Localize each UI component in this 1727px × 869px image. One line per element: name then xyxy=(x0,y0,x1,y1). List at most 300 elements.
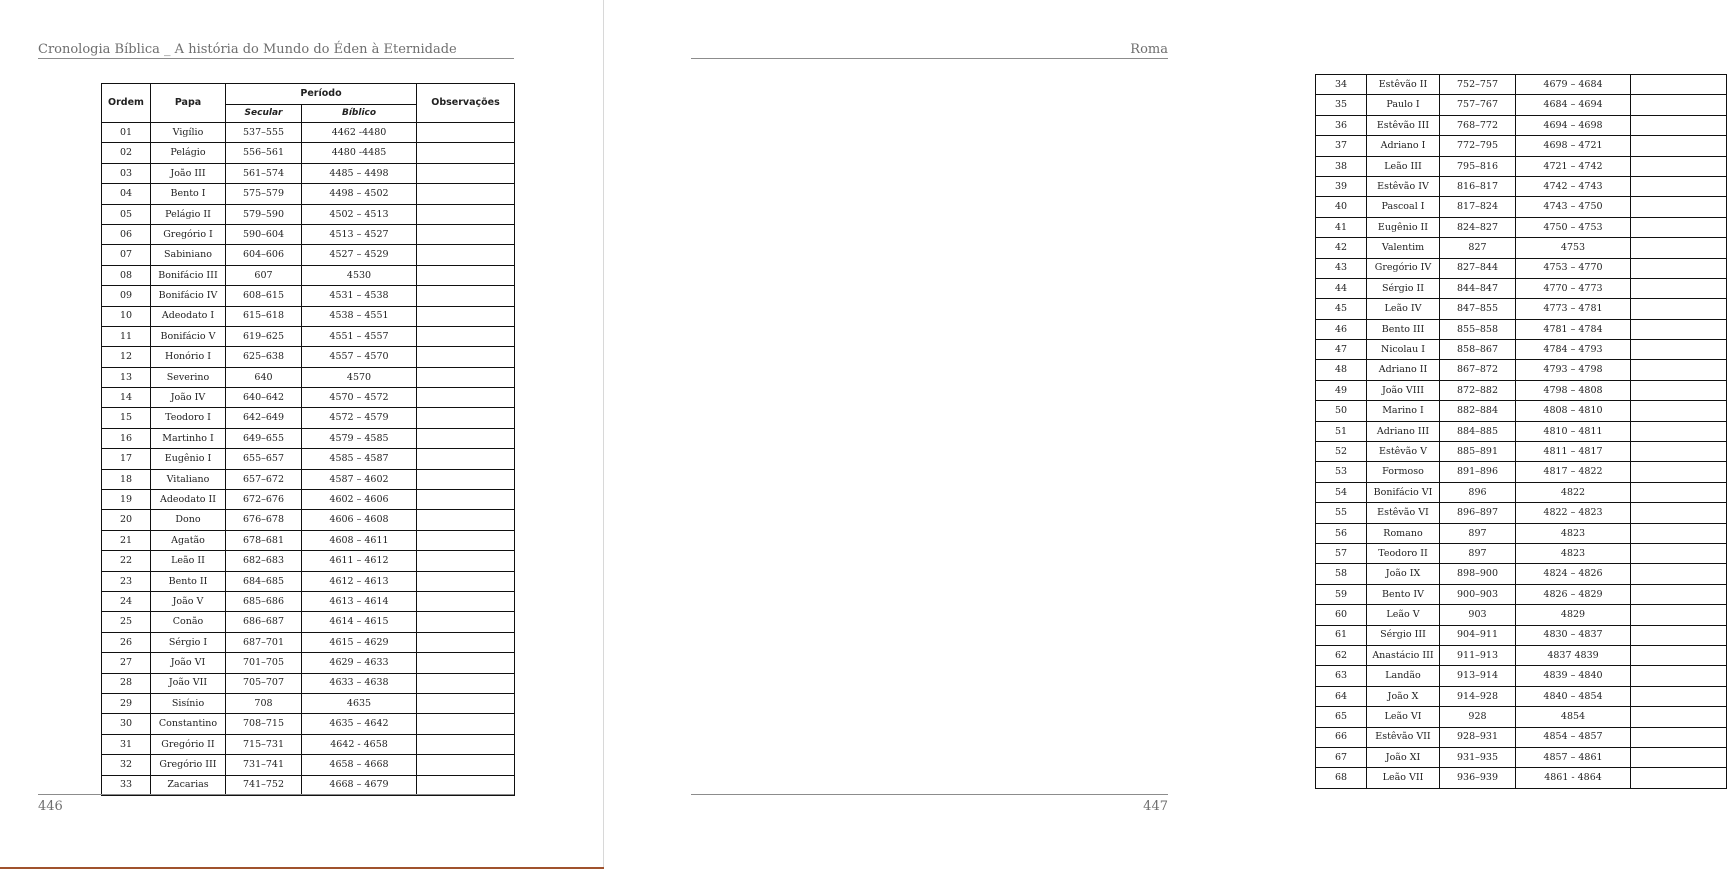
cell-papa: Vigílio xyxy=(151,123,226,143)
cell-observacoes xyxy=(417,388,515,408)
cell-biblico: 4829 xyxy=(1516,605,1631,625)
table-row xyxy=(1316,136,1727,156)
cell-papa: João X xyxy=(1367,686,1440,706)
table-row xyxy=(102,612,515,632)
cell-papa: Pascoal I xyxy=(1367,197,1440,217)
cell-observacoes xyxy=(417,530,515,550)
cell-papa: Leão IV xyxy=(1367,299,1440,319)
cell-ordem: 35 xyxy=(1316,95,1367,115)
cell-papa: Romano xyxy=(1367,523,1440,543)
table-row xyxy=(1316,421,1727,441)
cell-observacoes xyxy=(417,734,515,754)
cell-ordem: 68 xyxy=(1316,768,1367,788)
cell-secular: 824–827 xyxy=(1440,217,1516,237)
cell-secular: 931–935 xyxy=(1440,747,1516,767)
cell-biblico: 4462 -4480 xyxy=(302,123,417,143)
footer-rule xyxy=(691,794,1168,795)
table-row xyxy=(102,693,515,713)
cell-biblico: 4750 – 4753 xyxy=(1516,217,1631,237)
cell-secular: 741–752 xyxy=(226,775,302,795)
cell-observacoes xyxy=(1631,360,1727,380)
cell-secular: 731–741 xyxy=(226,755,302,775)
table-row xyxy=(102,551,515,571)
cell-papa: Adriano I xyxy=(1367,136,1440,156)
cell-observacoes xyxy=(1631,747,1727,767)
table-row xyxy=(102,143,515,163)
cell-observacoes xyxy=(417,490,515,510)
table-row xyxy=(102,510,515,530)
cell-observacoes xyxy=(1631,136,1727,156)
table-row xyxy=(1316,197,1727,217)
cell-biblico: 4606 – 4608 xyxy=(302,510,417,530)
page-number: 447 xyxy=(1143,799,1168,814)
cell-biblico: 4784 – 4793 xyxy=(1516,340,1631,360)
cell-secular: 827 xyxy=(1440,238,1516,258)
cell-ordem: 34 xyxy=(1316,75,1367,95)
table-row xyxy=(102,469,515,489)
cell-biblico: 4612 – 4613 xyxy=(302,571,417,591)
cell-biblico: 4811 – 4817 xyxy=(1516,442,1631,462)
cell-ordem: 67 xyxy=(1316,747,1367,767)
cell-ordem: 29 xyxy=(102,693,151,713)
table-row xyxy=(1316,727,1727,747)
table-row xyxy=(1316,584,1727,604)
cell-secular: 885–891 xyxy=(1440,442,1516,462)
cell-biblico: 4557 – 4570 xyxy=(302,347,417,367)
cell-papa: Leão III xyxy=(1367,156,1440,176)
cell-biblico: 4793 – 4798 xyxy=(1516,360,1631,380)
cell-papa: Estêvão V xyxy=(1367,442,1440,462)
cell-ordem: 12 xyxy=(102,347,151,367)
cell-secular: 608–615 xyxy=(226,286,302,306)
table-row xyxy=(102,449,515,469)
cell-observacoes xyxy=(417,571,515,591)
cell-biblico: 4551 – 4557 xyxy=(302,326,417,346)
table-row xyxy=(1316,278,1727,298)
cell-biblico: 4798 – 4808 xyxy=(1516,380,1631,400)
cell-papa: Pelágio II xyxy=(151,204,226,224)
cell-observacoes xyxy=(1631,543,1727,563)
cell-papa: Dono xyxy=(151,510,226,530)
cell-secular: 772–795 xyxy=(1440,136,1516,156)
table-row xyxy=(102,653,515,673)
cell-ordem: 25 xyxy=(102,612,151,632)
cell-observacoes xyxy=(1631,482,1727,502)
cell-secular: 657–672 xyxy=(226,469,302,489)
cell-secular: 816–817 xyxy=(1440,176,1516,196)
cell-biblico: 4635 xyxy=(302,693,417,713)
cell-secular: 867–872 xyxy=(1440,360,1516,380)
table-row xyxy=(1316,380,1727,400)
cell-biblico: 4615 – 4629 xyxy=(302,632,417,652)
cell-observacoes xyxy=(1631,442,1727,462)
cell-observacoes xyxy=(417,591,515,611)
table-row xyxy=(102,245,515,265)
cell-ordem: 30 xyxy=(102,714,151,734)
cell-observacoes xyxy=(417,326,515,346)
cell-ordem: 13 xyxy=(102,367,151,387)
cell-observacoes xyxy=(1631,156,1727,176)
cell-secular: 911–913 xyxy=(1440,645,1516,665)
cell-ordem: 32 xyxy=(102,755,151,775)
cell-observacoes xyxy=(1631,197,1727,217)
cell-biblico: 4531 – 4538 xyxy=(302,286,417,306)
cell-observacoes xyxy=(1631,768,1727,788)
cell-secular: 858–867 xyxy=(1440,340,1516,360)
cell-papa: Valentim xyxy=(1367,238,1440,258)
cell-biblico: 4579 – 4585 xyxy=(302,428,417,448)
cell-biblico: 4658 – 4668 xyxy=(302,755,417,775)
cell-secular: 928 xyxy=(1440,707,1516,727)
cell-papa: João IV xyxy=(151,388,226,408)
cell-ordem: 20 xyxy=(102,510,151,530)
cell-ordem: 37 xyxy=(1316,136,1367,156)
cell-observacoes xyxy=(1631,707,1727,727)
cell-papa: Martinho I xyxy=(151,428,226,448)
cell-secular: 884–885 xyxy=(1440,421,1516,441)
cell-secular: 701–705 xyxy=(226,653,302,673)
table-row xyxy=(1316,523,1727,543)
table-row xyxy=(1316,707,1727,727)
cell-biblico: 4694 – 4698 xyxy=(1516,115,1631,135)
cell-biblico: 4570 xyxy=(302,367,417,387)
cell-biblico: 4742 – 4743 xyxy=(1516,176,1631,196)
cell-ordem: 18 xyxy=(102,469,151,489)
cell-papa: Estêvão II xyxy=(1367,75,1440,95)
cell-papa: Bonifácio VI xyxy=(1367,482,1440,502)
cell-observacoes xyxy=(1631,686,1727,706)
table-row xyxy=(1316,462,1727,482)
cell-papa: João VIII xyxy=(1367,380,1440,400)
cell-observacoes xyxy=(417,653,515,673)
cell-observacoes xyxy=(1631,523,1727,543)
cell-observacoes xyxy=(417,714,515,734)
cell-secular: 684–685 xyxy=(226,571,302,591)
header-secular: Secular xyxy=(226,105,302,123)
cell-ordem: 16 xyxy=(102,428,151,448)
cell-biblico: 4721 – 4742 xyxy=(1516,156,1631,176)
cell-biblico: 4570 – 4572 xyxy=(302,388,417,408)
table-row xyxy=(1316,176,1727,196)
cell-ordem: 38 xyxy=(1316,156,1367,176)
cell-observacoes xyxy=(1631,278,1727,298)
cell-papa: Adeodato I xyxy=(151,306,226,326)
cell-observacoes xyxy=(1631,115,1727,135)
table-row xyxy=(102,367,515,387)
cell-secular: 715–731 xyxy=(226,734,302,754)
cell-observacoes xyxy=(1631,503,1727,523)
cell-papa: Estêvão VI xyxy=(1367,503,1440,523)
cell-papa: Adriano III xyxy=(1367,421,1440,441)
cell-papa: Bento I xyxy=(151,184,226,204)
cell-observacoes xyxy=(1631,258,1727,278)
cell-papa: Constantino xyxy=(151,714,226,734)
cell-observacoes xyxy=(1631,176,1727,196)
cell-secular: 900–903 xyxy=(1440,584,1516,604)
cell-papa: João V xyxy=(151,591,226,611)
cell-ordem: 19 xyxy=(102,490,151,510)
cell-secular: 914–928 xyxy=(1440,686,1516,706)
cell-biblico: 4743 – 4750 xyxy=(1516,197,1631,217)
cell-papa: João VI xyxy=(151,653,226,673)
cell-papa: Bento II xyxy=(151,571,226,591)
cell-biblico: 4698 – 4721 xyxy=(1516,136,1631,156)
cell-observacoes xyxy=(1631,319,1727,339)
cell-secular: 891–896 xyxy=(1440,462,1516,482)
cell-secular: 655–657 xyxy=(226,449,302,469)
table-row xyxy=(1316,543,1727,563)
header-ordem: Ordem xyxy=(102,84,151,123)
popes-table-right xyxy=(1315,74,1727,789)
cell-ordem: 26 xyxy=(102,632,151,652)
cell-secular: 882–884 xyxy=(1440,401,1516,421)
cell-observacoes xyxy=(1631,75,1727,95)
table-row xyxy=(1316,442,1727,462)
cell-secular: 897 xyxy=(1440,523,1516,543)
cell-observacoes xyxy=(417,224,515,244)
cell-secular: 640 xyxy=(226,367,302,387)
table-row xyxy=(1316,258,1727,278)
cell-biblico: 4753 xyxy=(1516,238,1631,258)
header-observacoes: Observações xyxy=(417,84,515,123)
cell-observacoes xyxy=(1631,605,1727,625)
table-row xyxy=(1316,95,1727,115)
cell-papa: Agatão xyxy=(151,530,226,550)
cell-papa: Estêvão III xyxy=(1367,115,1440,135)
cell-observacoes xyxy=(1631,401,1727,421)
cell-secular: 872–882 xyxy=(1440,380,1516,400)
cell-secular: 649–655 xyxy=(226,428,302,448)
cell-biblico: 4614 – 4615 xyxy=(302,612,417,632)
cell-ordem: 55 xyxy=(1316,503,1367,523)
cell-biblico: 4861 - 4864 xyxy=(1516,768,1631,788)
header-rule xyxy=(691,58,1168,59)
cell-biblico: 4602 – 4606 xyxy=(302,490,417,510)
table-row xyxy=(102,775,515,795)
cell-ordem: 40 xyxy=(1316,197,1367,217)
cell-ordem: 23 xyxy=(102,571,151,591)
cell-biblico: 4830 – 4837 xyxy=(1516,625,1631,645)
cell-papa: Bento IV xyxy=(1367,584,1440,604)
cell-biblico: 4773 – 4781 xyxy=(1516,299,1631,319)
table-row xyxy=(102,347,515,367)
cell-secular: 682–683 xyxy=(226,551,302,571)
cell-ordem: 46 xyxy=(1316,319,1367,339)
cell-biblico: 4857 – 4861 xyxy=(1516,747,1631,767)
cell-secular: 752–757 xyxy=(1440,75,1516,95)
cell-papa: Sérgio I xyxy=(151,632,226,652)
cell-papa: Gregório I xyxy=(151,224,226,244)
running-head: Cronologia Bíblica _ A história do Mundo do Éden à Eternidade xyxy=(38,42,457,57)
cell-biblico: 4823 xyxy=(1516,523,1631,543)
cell-papa: João VII xyxy=(151,673,226,693)
cell-observacoes xyxy=(417,632,515,652)
table-row xyxy=(102,204,515,224)
header-rule xyxy=(38,58,514,59)
cell-secular: 640–642 xyxy=(226,388,302,408)
header-papa: Papa xyxy=(151,84,226,123)
table-row xyxy=(1316,747,1727,767)
cell-papa: Sérgio III xyxy=(1367,625,1440,645)
cell-ordem: 61 xyxy=(1316,625,1367,645)
cell-papa: Teodoro II xyxy=(1367,543,1440,563)
cell-secular: 625–638 xyxy=(226,347,302,367)
cell-papa: Eugênio II xyxy=(1367,217,1440,237)
table-row xyxy=(1316,625,1727,645)
cell-ordem: 11 xyxy=(102,326,151,346)
cell-secular: 642–649 xyxy=(226,408,302,428)
table-row xyxy=(1316,666,1727,686)
cell-papa: Honório I xyxy=(151,347,226,367)
cell-papa: Landão xyxy=(1367,666,1440,686)
cell-ordem: 14 xyxy=(102,388,151,408)
cell-papa: Teodoro I xyxy=(151,408,226,428)
cell-biblico: 4633 – 4638 xyxy=(302,673,417,693)
page-number: 446 xyxy=(38,799,63,814)
cell-papa: Bento III xyxy=(1367,319,1440,339)
cell-secular: 904–911 xyxy=(1440,625,1516,645)
cell-observacoes xyxy=(1631,217,1727,237)
cell-papa: João IX xyxy=(1367,564,1440,584)
cell-observacoes xyxy=(417,204,515,224)
cell-secular: 898–900 xyxy=(1440,564,1516,584)
cell-secular: 817–824 xyxy=(1440,197,1516,217)
table-row xyxy=(102,571,515,591)
cell-biblico: 4585 – 4587 xyxy=(302,449,417,469)
cell-observacoes xyxy=(417,286,515,306)
cell-biblico: 4668 – 4679 xyxy=(302,775,417,795)
cell-biblico: 4513 – 4527 xyxy=(302,224,417,244)
cell-secular: 537–555 xyxy=(226,123,302,143)
cell-biblico: 4753 – 4770 xyxy=(1516,258,1631,278)
cell-ordem: 58 xyxy=(1316,564,1367,584)
cell-ordem: 09 xyxy=(102,286,151,306)
cell-ordem: 48 xyxy=(1316,360,1367,380)
cell-biblico: 4808 – 4810 xyxy=(1516,401,1631,421)
cell-biblico: 4781 – 4784 xyxy=(1516,319,1631,339)
cell-secular: 896–897 xyxy=(1440,503,1516,523)
cell-ordem: 44 xyxy=(1316,278,1367,298)
table-row xyxy=(1316,360,1727,380)
cell-papa: Estêvão IV xyxy=(1367,176,1440,196)
cell-papa: Eugênio I xyxy=(151,449,226,469)
cell-biblico: 4684 – 4694 xyxy=(1516,95,1631,115)
table-row xyxy=(1316,340,1727,360)
cell-biblico: 4498 – 4502 xyxy=(302,184,417,204)
table-row xyxy=(1316,217,1727,237)
cell-papa: João III xyxy=(151,163,226,183)
table-row xyxy=(102,734,515,754)
cell-papa: Bonifácio IV xyxy=(151,286,226,306)
cell-secular: 928–931 xyxy=(1440,727,1516,747)
cell-observacoes xyxy=(1631,462,1727,482)
cell-ordem: 01 xyxy=(102,123,151,143)
cell-papa: Leão II xyxy=(151,551,226,571)
cell-observacoes xyxy=(417,347,515,367)
cell-biblico: 4613 – 4614 xyxy=(302,591,417,611)
cell-biblico: 4502 – 4513 xyxy=(302,204,417,224)
cell-observacoes xyxy=(417,245,515,265)
cell-secular: 687–701 xyxy=(226,632,302,652)
table-body-left xyxy=(102,123,515,796)
cell-ordem: 21 xyxy=(102,530,151,550)
cell-papa: Adriano II xyxy=(1367,360,1440,380)
cell-biblico: 4527 – 4529 xyxy=(302,245,417,265)
footer-rule xyxy=(38,794,514,795)
cell-secular: 827–844 xyxy=(1440,258,1516,278)
cell-ordem: 02 xyxy=(102,143,151,163)
cell-secular: 685–686 xyxy=(226,591,302,611)
cell-secular: 897 xyxy=(1440,543,1516,563)
cell-ordem: 64 xyxy=(1316,686,1367,706)
cell-ordem: 42 xyxy=(1316,238,1367,258)
cell-biblico: 4826 – 4829 xyxy=(1516,584,1631,604)
cell-secular: 672–676 xyxy=(226,490,302,510)
cell-biblico: 4572 – 4579 xyxy=(302,408,417,428)
cell-observacoes xyxy=(417,367,515,387)
cell-observacoes xyxy=(1631,584,1727,604)
table-row xyxy=(102,530,515,550)
cell-ordem: 31 xyxy=(102,734,151,754)
cell-ordem: 24 xyxy=(102,591,151,611)
cell-papa: Sisínio xyxy=(151,693,226,713)
cell-biblico: 4810 – 4811 xyxy=(1516,421,1631,441)
cell-observacoes xyxy=(417,551,515,571)
table-row xyxy=(102,286,515,306)
cell-papa: Anastácio III xyxy=(1367,645,1440,665)
cell-papa: Sabiniano xyxy=(151,245,226,265)
table-body-right xyxy=(1316,75,1727,789)
cell-ordem: 57 xyxy=(1316,543,1367,563)
cell-papa: Bonifácio V xyxy=(151,326,226,346)
cell-secular: 686–687 xyxy=(226,612,302,632)
cell-secular: 903 xyxy=(1440,605,1516,625)
cell-ordem: 59 xyxy=(1316,584,1367,604)
cell-papa: Conão xyxy=(151,612,226,632)
cell-observacoes xyxy=(417,265,515,285)
cell-observacoes xyxy=(417,449,515,469)
cell-biblico: 4480 -4485 xyxy=(302,143,417,163)
left-page xyxy=(0,0,604,869)
table-row xyxy=(102,306,515,326)
cell-secular: 676–678 xyxy=(226,510,302,530)
cell-secular: 604–606 xyxy=(226,245,302,265)
cell-ordem: 52 xyxy=(1316,442,1367,462)
cell-papa: Gregório III xyxy=(151,755,226,775)
cell-observacoes xyxy=(417,143,515,163)
cell-papa: Marino I xyxy=(1367,401,1440,421)
cell-ordem: 10 xyxy=(102,306,151,326)
cell-observacoes xyxy=(1631,625,1727,645)
cell-ordem: 47 xyxy=(1316,340,1367,360)
table-row xyxy=(1316,299,1727,319)
table-row xyxy=(102,428,515,448)
table-row xyxy=(102,714,515,734)
cell-biblico: 4840 – 4854 xyxy=(1516,686,1631,706)
table-row xyxy=(1316,503,1727,523)
cell-secular: 757–767 xyxy=(1440,95,1516,115)
cell-observacoes xyxy=(1631,238,1727,258)
cell-papa: Leão V xyxy=(1367,605,1440,625)
cell-papa: Paulo I xyxy=(1367,95,1440,115)
cell-papa: Estêvão VII xyxy=(1367,727,1440,747)
cell-ordem: 33 xyxy=(102,775,151,795)
cell-biblico: 4538 – 4551 xyxy=(302,306,417,326)
cell-papa: Adeodato II xyxy=(151,490,226,510)
cell-secular: 795–816 xyxy=(1440,156,1516,176)
cell-ordem: 17 xyxy=(102,449,151,469)
cell-ordem: 41 xyxy=(1316,217,1367,237)
